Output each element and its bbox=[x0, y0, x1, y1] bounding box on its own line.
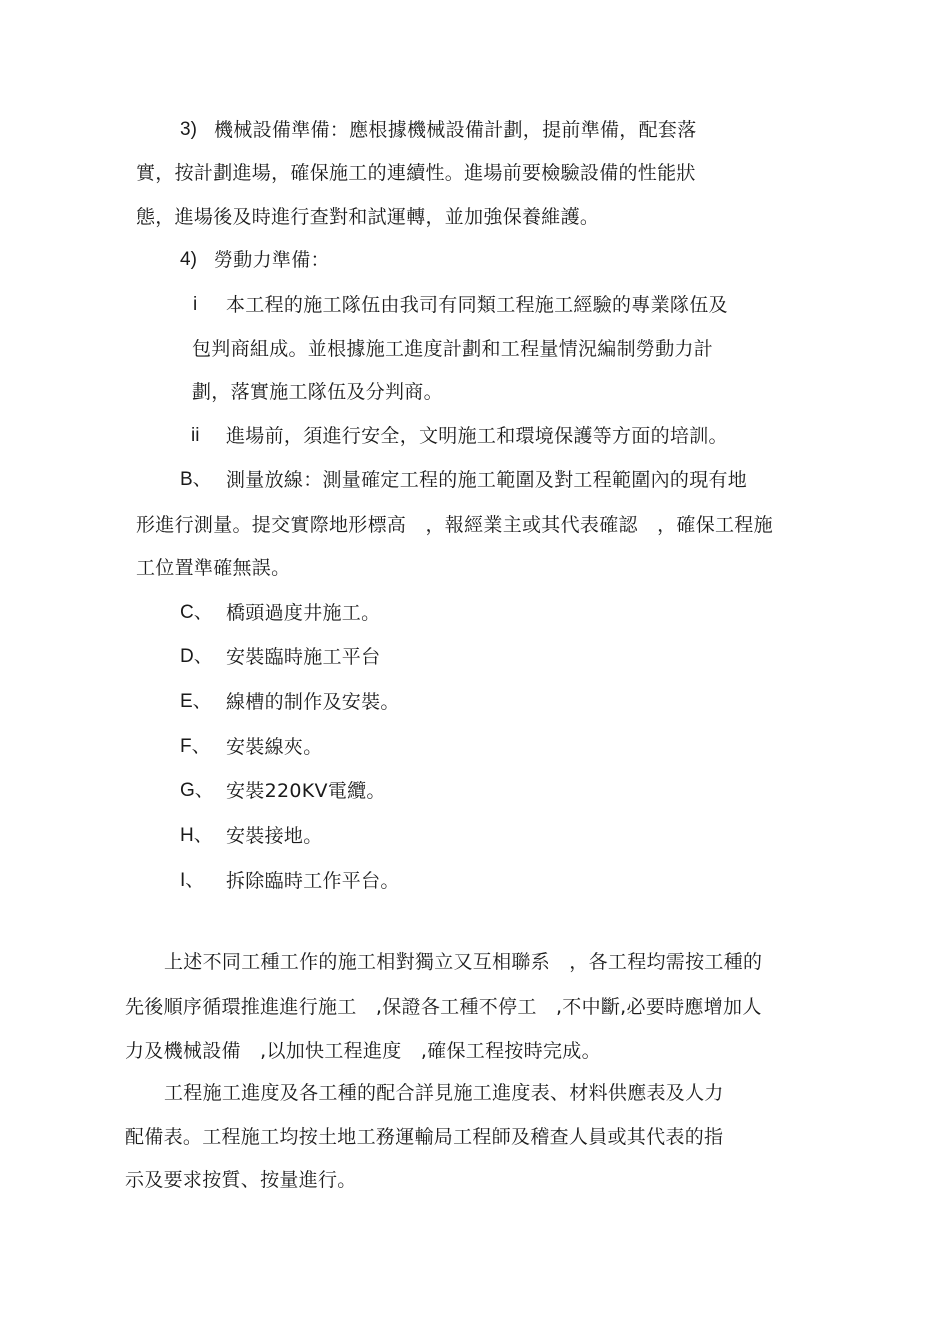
step-marker: F、 bbox=[180, 736, 211, 757]
step-marker: C、 bbox=[180, 602, 213, 623]
paragraph-line: 機械設備準備：應根據機械設備計劃，提前準備，配套落 bbox=[214, 119, 697, 141]
paragraph-line: 態，進場後及時進行查對和試運轉，並加強保養維護。 bbox=[136, 206, 600, 228]
paragraph-line: 形進行測量。提交實際地形標高 ，報經業主或其代表確認 ，確保工程施 bbox=[136, 514, 773, 536]
step-marker: I、 bbox=[180, 870, 205, 891]
paragraph-line: 力及機械設備 ,以加快工程進度 ,確保工程按時完成。 bbox=[125, 1040, 601, 1062]
section-heading: 勞動力準備： bbox=[214, 249, 330, 271]
step-text: 線槽的制作及安裝。 bbox=[226, 691, 400, 713]
step-marker: G、 bbox=[180, 780, 214, 801]
item-marker: 3) bbox=[180, 119, 197, 140]
paragraph-line: 劃，落實施工隊伍及分判商。 bbox=[192, 381, 443, 403]
step-text: 橋頭過度井施工。 bbox=[226, 602, 381, 624]
sub-item-marker: i bbox=[193, 294, 198, 315]
paragraph-line: 實，按計劃進場，確保施工的連續性。進場前要檢驗設備的性能狀 bbox=[136, 162, 696, 184]
paragraph-line: 上述不同工種工作的施工相對獨立又互相聯系 ，各工程均需按工種的 bbox=[164, 951, 763, 973]
step-text: 安裝接地。 bbox=[226, 825, 323, 847]
paragraph-line: 工程施工進度及各工種的配合詳見施工進度表、材料供應表及人力 bbox=[164, 1082, 724, 1104]
paragraph-line: 先後順序循環推進進行施工 ,保證各工種不停工 ,不中斷,必要時應增加人 bbox=[125, 996, 762, 1018]
step-marker: B、 bbox=[180, 469, 212, 490]
step-text: 安裝線夾。 bbox=[226, 736, 323, 758]
sub-item-marker: ii bbox=[191, 425, 200, 446]
step-text: 拆除臨時工作平台。 bbox=[226, 870, 400, 892]
step-marker: D、 bbox=[180, 646, 213, 667]
step-marker: H、 bbox=[180, 825, 213, 846]
paragraph-line: 示及要求按質、按量進行。 bbox=[125, 1169, 357, 1191]
step-marker: E、 bbox=[180, 691, 212, 712]
paragraph-line: 本工程的施工隊伍由我司有同類工程施工經驗的專業隊伍及 bbox=[226, 294, 728, 316]
paragraph-line: 測量放線：測量確定工程的施工範圍及對工程範圍內的現有地 bbox=[226, 469, 748, 491]
step-text: 安裝220KV電纜。 bbox=[226, 780, 386, 802]
paragraph-line: 工位置準確無誤。 bbox=[136, 557, 291, 579]
paragraph-line: 配備表。工程施工均按土地工務運輸局工程師及稽查人員或其代表的指 bbox=[125, 1126, 724, 1148]
paragraph-line: 進場前，須進行安全，文明施工和環境保護等方面的培訓。 bbox=[226, 425, 728, 447]
paragraph-line: 包判商組成。並根據施工進度計劃和工程量情況編制勞動力計 bbox=[192, 338, 714, 360]
step-text: 安裝臨時施工平台 bbox=[226, 646, 381, 668]
item-marker: 4) bbox=[180, 249, 197, 270]
